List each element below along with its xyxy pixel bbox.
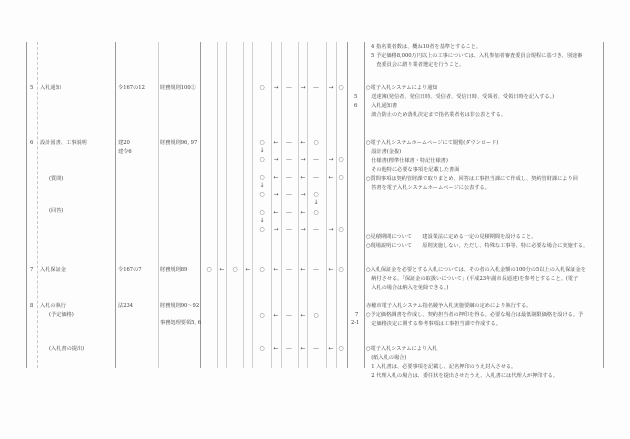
content-line: ○電子入札システムにより入札 bbox=[366, 346, 438, 352]
rule-ref: 財務規則89 bbox=[160, 267, 188, 273]
arrow-left-icon: ← bbox=[273, 139, 279, 146]
content-line: 入札通知書 bbox=[366, 103, 398, 109]
content-line: ○予定価格調書を作成し、契約担当者の押印を得る。必要な場合は最低制限価格を設ける。予 bbox=[366, 312, 584, 318]
circle-mark: ○ bbox=[259, 209, 265, 216]
rule-ref: 財務規則90〜92 bbox=[160, 303, 200, 309]
sub-item-bid-submission: (入札書の提出) bbox=[49, 346, 85, 352]
circle-mark: ○ bbox=[338, 226, 344, 233]
dash-mark: — bbox=[313, 174, 319, 181]
content-line: (紙入札の場合) bbox=[366, 355, 407, 361]
content-line: 入札の場合は納入を免除できる。) bbox=[366, 285, 449, 291]
rule-ref: 財務規則96, 97 bbox=[160, 140, 198, 146]
ref-number: 5 bbox=[354, 94, 358, 100]
table-left-border bbox=[26, 42, 27, 368]
arrow-right-icon: → bbox=[300, 156, 306, 163]
content-line: 送達簿(発信者、発信日時、受信者、受信日時、受領者、受領日時を記入する。) bbox=[366, 94, 555, 100]
dash-mark: — bbox=[313, 345, 319, 352]
item-name: 入札保証金 bbox=[40, 267, 66, 273]
arrow-right-icon: → bbox=[300, 226, 306, 233]
circle-mark: ○ bbox=[206, 266, 212, 273]
arrow-left-icon: ← bbox=[300, 174, 306, 181]
flow-col-line bbox=[252, 42, 253, 368]
dash-mark: — bbox=[286, 345, 292, 352]
circle-mark: ○ bbox=[313, 312, 319, 319]
dash-mark: — bbox=[286, 312, 292, 319]
dash-mark: — bbox=[313, 84, 319, 91]
row-number: 5 bbox=[30, 85, 34, 91]
dash-mark: — bbox=[286, 266, 292, 273]
table-right-border bbox=[603, 42, 604, 368]
dash-mark: — bbox=[286, 191, 292, 198]
flow-col-line bbox=[281, 42, 282, 368]
content-line: ○電子入札システムにより通知 bbox=[366, 85, 438, 91]
circle-mark: ○ bbox=[259, 156, 265, 163]
arrow-left-icon: ← bbox=[300, 312, 306, 319]
content-line: 答書を電子入札システムホームページに公表する。 bbox=[366, 185, 490, 191]
arrow-left-icon: ← bbox=[273, 312, 279, 319]
flow-col-line bbox=[226, 42, 227, 368]
row-number: 8 bbox=[30, 303, 34, 309]
circle-mark: ○ bbox=[313, 191, 319, 198]
arrow-down-icon: ↓ bbox=[259, 182, 265, 189]
dash-mark: — bbox=[313, 226, 319, 233]
content-line: 2 代理入札の場合は、委任状を提出させたうえ、入札書には代理人が押印する。 bbox=[366, 373, 559, 379]
ref-number: 6 bbox=[354, 103, 358, 109]
arrow-left-icon: ← bbox=[328, 174, 334, 181]
circle-mark: ○ bbox=[259, 174, 265, 181]
arrow-down-icon: ↓ bbox=[259, 147, 265, 154]
dash-mark: — bbox=[313, 266, 319, 273]
circle-mark: ○ bbox=[259, 139, 265, 146]
flow-col-line bbox=[243, 42, 244, 368]
row-number: 6 bbox=[30, 140, 34, 146]
law-ref: 令167の12 bbox=[118, 85, 145, 91]
law-ref: 建令6 bbox=[118, 149, 132, 155]
flow-right-border bbox=[347, 42, 348, 368]
rule-ref: 財務規則100② bbox=[160, 85, 196, 91]
arrow-left-icon: ← bbox=[300, 209, 306, 216]
arrow-right-icon: → bbox=[300, 191, 306, 198]
circle-mark: ○ bbox=[313, 209, 319, 216]
arrow-left-icon: ← bbox=[245, 266, 251, 273]
dash-mark: — bbox=[313, 156, 319, 163]
arrow-right-icon: → bbox=[300, 84, 306, 91]
circle-mark: ○ bbox=[259, 312, 265, 319]
arrow-down-icon: ↓ bbox=[259, 217, 265, 224]
arrow-down-icon: ↓ bbox=[313, 199, 319, 206]
circle-mark: ○ bbox=[338, 156, 344, 163]
note-line: 査委員会に諮り業者選定を行うこと。 bbox=[371, 62, 465, 68]
circle-mark: ○ bbox=[232, 266, 238, 273]
arrow-left-icon: ← bbox=[300, 345, 306, 352]
law-column-divider bbox=[158, 42, 159, 368]
content-line: 談合防止のため落札決定まで指名業者名は非公表とする。 bbox=[366, 112, 507, 118]
arrow-left-icon: ← bbox=[273, 266, 279, 273]
content-line: 仕様書(標準仕様書・特記仕様書) bbox=[366, 158, 448, 164]
content-line: ○見積期間について 建設業法に定める一定の見積期間を設けること。 bbox=[366, 234, 537, 240]
sub-item-estimated-price: (予定価格) bbox=[49, 312, 74, 318]
law-ref: 建20 bbox=[118, 140, 130, 146]
arrow-left-icon: ← bbox=[300, 139, 306, 146]
law-ref: 令167の7 bbox=[118, 267, 142, 273]
arrow-right-icon: → bbox=[328, 156, 334, 163]
dash-mark: — bbox=[286, 209, 292, 216]
content-line: 1 入札書は、必要事項を記載し、記名押印のうえ封入させる。 bbox=[366, 364, 517, 370]
circle-mark: ○ bbox=[313, 139, 319, 146]
content-line: 定価格決定に関する参考事項は工事担当課で作成する。 bbox=[366, 321, 501, 327]
circle-mark: ○ bbox=[338, 174, 344, 181]
arrow-left-icon: ← bbox=[273, 209, 279, 216]
arrow-right-icon: → bbox=[273, 191, 279, 198]
dash-mark: — bbox=[286, 156, 292, 163]
content-line: 設計書(金抜) bbox=[366, 149, 402, 155]
flow-col-line bbox=[217, 42, 218, 368]
arrow-left-icon: ← bbox=[273, 345, 279, 352]
dash-mark: — bbox=[286, 139, 292, 146]
circle-mark: ○ bbox=[338, 345, 344, 352]
arrow-right-icon: → bbox=[328, 226, 334, 233]
arrow-left-icon: ← bbox=[328, 266, 334, 273]
arrow-left-icon: ← bbox=[219, 266, 225, 273]
circle-mark: ○ bbox=[338, 84, 344, 91]
ref-column-divider bbox=[364, 42, 365, 368]
rule-ref: 事務処理要領5, 6 bbox=[160, 320, 202, 326]
arrow-left-icon: ← bbox=[273, 174, 279, 181]
dash-mark: — bbox=[286, 84, 292, 91]
circle-mark: ○ bbox=[259, 266, 265, 273]
arrow-right-icon: → bbox=[273, 226, 279, 233]
content-line: ○電子入札システムホームページにて閲覧(ダウンロード) bbox=[366, 140, 499, 146]
arrow-right-icon: → bbox=[273, 156, 279, 163]
sub-item-answer: (回答) bbox=[49, 208, 64, 214]
item-name: 入札通知 bbox=[40, 85, 61, 91]
arrow-left-icon: ← bbox=[300, 266, 306, 273]
content-line: その他特に必要な事項を記載した書面 bbox=[366, 167, 460, 173]
law-ref: 法234 bbox=[118, 303, 134, 309]
content-line: ○質問事項は契約管財課で取りまとめ、回答は工事担当課にて作成し、契約管財課により回 bbox=[366, 176, 578, 182]
content-line: ○現場説明について 原則実施しない。ただし、特殊な工事等、特に必要な場合に実施する。 bbox=[366, 243, 589, 249]
circle-mark: ○ bbox=[259, 84, 265, 91]
arrow-right-icon: → bbox=[273, 84, 279, 91]
circle-mark: ○ bbox=[259, 345, 265, 352]
ref-number: 2-1 bbox=[351, 320, 360, 326]
circle-mark: ○ bbox=[259, 226, 265, 233]
dash-mark: — bbox=[286, 226, 292, 233]
item-name: 設計図書、工事説明 bbox=[40, 140, 87, 146]
no-column-divider bbox=[37, 42, 38, 368]
ref-number: 7 bbox=[355, 312, 359, 318]
name-column-divider bbox=[115, 42, 116, 368]
arrow-right-icon: → bbox=[328, 84, 334, 91]
note-line: 4 指名業者数は、概ね10者を基準とすること。 bbox=[371, 44, 482, 50]
circle-mark: ○ bbox=[259, 191, 265, 198]
row-number: 7 bbox=[30, 267, 34, 273]
circle-mark: ○ bbox=[338, 266, 344, 273]
content-line: ○入札保証金を必要とする入札については、その者の入札金額の100分の5以上の入札保証金を bbox=[366, 267, 586, 273]
content-line: 赤穂市電子入札システム指名競争入札実施要綱の定めにより執行する。 bbox=[366, 303, 532, 309]
note-line: 5 予定価格8,000万円以上の工事については、入札参加者審査委員会規程に基づき、別途審 bbox=[371, 53, 583, 59]
content-line: 納付させる。「保証金の取扱いについて」(平成23年副市長通達)を参考とすること。(電子 bbox=[366, 276, 579, 282]
dash-mark: — bbox=[286, 174, 292, 181]
arrow-left-icon: ← bbox=[328, 345, 334, 352]
sub-item-question: (質問) bbox=[49, 176, 64, 182]
item-name: 入札の執行 bbox=[40, 303, 66, 309]
